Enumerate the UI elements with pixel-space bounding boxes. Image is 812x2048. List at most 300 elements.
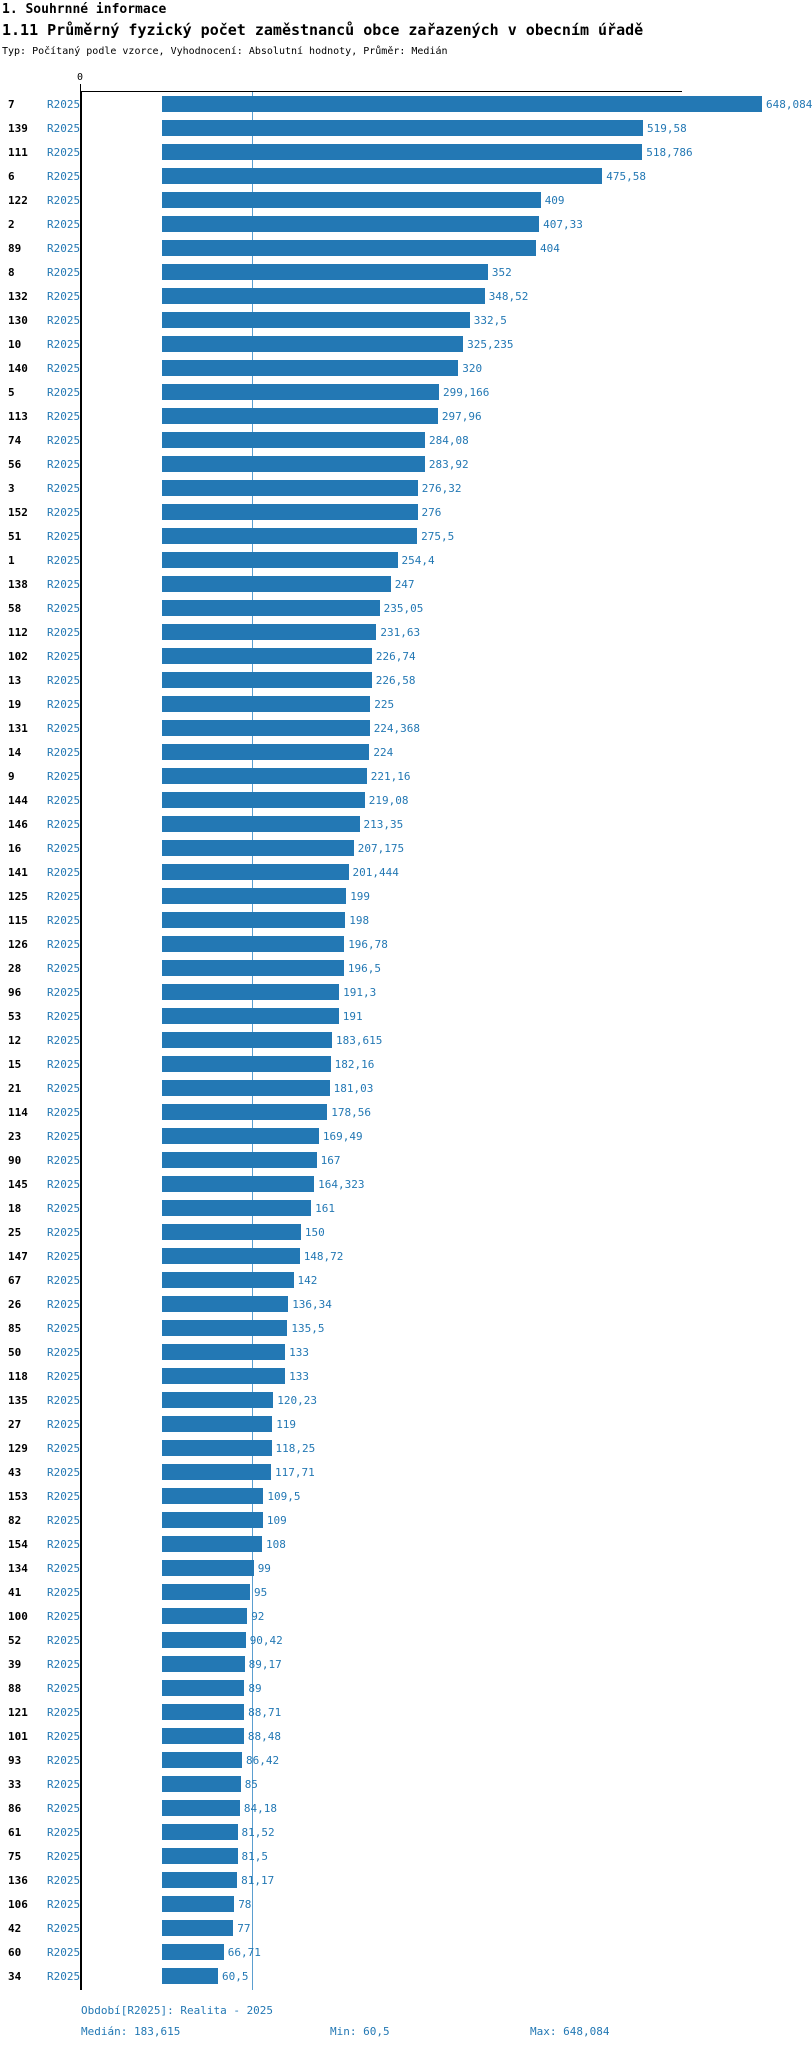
bar <box>162 888 346 904</box>
bar <box>162 1752 242 1768</box>
section-title: 1. Souhrnné informace <box>2 2 167 17</box>
series-label: R2025 <box>47 553 81 567</box>
bar-row <box>0 1604 750 1628</box>
bar-zone <box>80 1268 750 1292</box>
bar-value-label: 182,16 <box>334 1057 375 1071</box>
series-label: R2025 <box>47 1273 81 1287</box>
series-label: R2025 <box>47 265 81 279</box>
row-id-label: 154 <box>8 1537 28 1551</box>
series-label: R2025 <box>47 1441 81 1455</box>
row-id-label: 144 <box>8 793 28 807</box>
series-label: R2025 <box>47 769 81 783</box>
bar <box>162 312 470 328</box>
series-label: R2025 <box>47 865 81 879</box>
bar <box>162 1152 317 1168</box>
bar-row <box>0 1124 750 1148</box>
bar-row <box>0 1412 750 1436</box>
bar-zone <box>80 1556 750 1580</box>
series-label: R2025 <box>47 889 81 903</box>
bar <box>162 1248 300 1264</box>
series-label: R2025 <box>47 1369 81 1383</box>
bar-value-label: 213,35 <box>363 817 404 831</box>
row-id-label: 27 <box>8 1417 22 1431</box>
bar-zone <box>80 116 750 140</box>
row-id-label: 16 <box>8 841 22 855</box>
row-id-label: 115 <box>8 913 28 927</box>
bar-zone <box>80 956 750 980</box>
bar-value-label: 84,18 <box>243 1801 278 1815</box>
bar-zone <box>80 716 750 740</box>
bar-row <box>0 1820 750 1844</box>
bar-zone <box>80 1580 750 1604</box>
row-id-label: 9 <box>8 769 15 783</box>
row-id-label: 60 <box>8 1945 22 1959</box>
row-id-label: 1 <box>8 553 15 567</box>
bar <box>162 1008 339 1024</box>
row-id-label: 93 <box>8 1753 22 1767</box>
bar-chart <box>0 91 812 1990</box>
bar-value-label: 118,25 <box>275 1441 316 1455</box>
bar <box>162 840 354 856</box>
bar <box>162 504 418 520</box>
series-label: R2025 <box>47 745 81 759</box>
bar <box>162 1536 262 1552</box>
series-label: R2025 <box>47 97 81 111</box>
bar-value-label: 407,33 <box>543 217 583 231</box>
series-label: R2025 <box>47 793 81 807</box>
bar-value-label: 348,52 <box>488 289 529 303</box>
bar-zone <box>80 1676 750 1700</box>
bar <box>162 984 339 1000</box>
bar-value-label: 78 <box>238 1897 252 1911</box>
bar-zone <box>80 572 750 596</box>
row-id-label: 26 <box>8 1297 22 1311</box>
bar <box>162 1272 294 1288</box>
bar <box>162 1128 319 1144</box>
bar <box>162 864 349 880</box>
bar-row <box>0 1724 750 1748</box>
row-id-label: 141 <box>8 865 28 879</box>
row-id-label: 82 <box>8 1513 22 1527</box>
series-label: R2025 <box>47 529 81 543</box>
bar-row <box>0 1052 750 1076</box>
row-id-label: 113 <box>8 409 28 423</box>
bar-zone <box>80 524 750 548</box>
row-id-label: 153 <box>8 1489 28 1503</box>
bar-row <box>0 1436 750 1460</box>
bar-value-label: 299,166 <box>443 385 490 399</box>
bar-row <box>0 1316 750 1340</box>
bar-row <box>0 1916 750 1940</box>
bar-zone <box>80 356 750 380</box>
bar <box>162 456 425 472</box>
series-label: R2025 <box>47 1393 81 1407</box>
series-label: R2025 <box>47 1153 81 1167</box>
row-id-label: 121 <box>8 1705 28 1719</box>
row-id-label: 67 <box>8 1273 22 1287</box>
series-label: R2025 <box>47 1753 81 1767</box>
bar <box>162 648 372 664</box>
series-label: R2025 <box>47 169 81 183</box>
series-label: R2025 <box>47 1825 81 1839</box>
bar <box>162 1728 244 1744</box>
bar-value-label: 169,49 <box>322 1129 363 1143</box>
bar-row <box>0 932 750 956</box>
row-id-label: 56 <box>8 457 22 471</box>
row-id-label: 3 <box>8 481 15 495</box>
series-label: R2025 <box>47 721 81 735</box>
row-id-label: 102 <box>8 649 28 663</box>
bar-value-label: 109,5 <box>267 1489 301 1503</box>
series-label: R2025 <box>47 625 81 639</box>
bar-zone <box>80 1388 750 1412</box>
bar-value-label: 198 <box>349 913 370 927</box>
bar <box>162 288 485 304</box>
row-id-label: 100 <box>8 1609 28 1623</box>
bar-zone <box>80 668 750 692</box>
row-id-label: 136 <box>8 1873 28 1887</box>
bar-row <box>0 1460 750 1484</box>
series-label: R2025 <box>47 1897 81 1911</box>
bar-zone <box>80 1508 750 1532</box>
bar-row <box>0 452 750 476</box>
row-id-label: 14 <box>8 745 22 759</box>
series-label: R2025 <box>47 145 81 159</box>
bar-value-label: 409 <box>544 193 565 207</box>
bar-row <box>0 1364 750 1388</box>
bar-row <box>0 740 750 764</box>
row-id-label: 106 <box>8 1897 28 1911</box>
row-id-label: 58 <box>8 601 22 615</box>
bar-value-label: 109 <box>266 1513 287 1527</box>
bar <box>162 120 643 136</box>
bar <box>162 480 418 496</box>
bar <box>162 1608 247 1624</box>
row-id-label: 138 <box>8 577 28 591</box>
row-id-label: 147 <box>8 1249 28 1263</box>
bar-row <box>0 1556 750 1580</box>
bar-rows <box>0 92 812 1988</box>
bar <box>162 1704 244 1720</box>
bar-row <box>0 1244 750 1268</box>
bar-row <box>0 164 750 188</box>
bar-zone <box>80 1028 750 1052</box>
row-id-label: 101 <box>8 1729 28 1743</box>
row-id-label: 5 <box>8 385 15 399</box>
bar-zone <box>80 620 750 644</box>
bar-zone <box>80 1004 750 1028</box>
bar <box>162 1632 246 1648</box>
bar-value-label: 86,42 <box>246 1753 280 1767</box>
bar <box>162 408 438 424</box>
bar-row <box>0 332 750 356</box>
bar-value-label: 99 <box>257 1561 271 1575</box>
bar <box>162 816 360 832</box>
bar-value-label: 276 <box>421 505 442 519</box>
bar-row <box>0 620 750 644</box>
row-id-label: 126 <box>8 937 28 951</box>
row-id-label: 145 <box>8 1177 28 1191</box>
series-label: R2025 <box>47 481 81 495</box>
series-label: R2025 <box>47 1177 81 1191</box>
bar-zone <box>80 1412 750 1436</box>
bar-value-label: 150 <box>304 1225 325 1239</box>
bar-zone <box>80 836 750 860</box>
bar <box>162 1080 330 1096</box>
bar <box>162 1848 238 1864</box>
row-id-label: 2 <box>8 217 15 231</box>
series-label: R2025 <box>47 1513 81 1527</box>
bar-value-label: 519,58 <box>647 121 687 135</box>
bar-row <box>0 1148 750 1172</box>
series-label: R2025 <box>47 1969 81 1983</box>
series-label: R2025 <box>47 1537 81 1551</box>
bar-row <box>0 764 750 788</box>
bar-zone <box>80 908 750 932</box>
bar-row <box>0 1700 750 1724</box>
bar-row <box>0 1388 750 1412</box>
bar-zone <box>80 92 812 116</box>
bar <box>162 1104 327 1120</box>
bar <box>162 384 439 400</box>
bar <box>162 1560 254 1576</box>
bar-row <box>0 884 750 908</box>
bar-row <box>0 1100 750 1124</box>
bar-zone <box>80 596 750 620</box>
bar <box>162 600 380 616</box>
bar <box>162 1464 271 1480</box>
bar <box>162 1200 311 1216</box>
bar-row <box>0 380 750 404</box>
bar-row <box>0 1868 750 1892</box>
bar-row <box>0 1748 750 1772</box>
row-id-label: 130 <box>8 313 28 327</box>
bar <box>162 1824 238 1840</box>
series-label: R2025 <box>47 289 81 303</box>
footer-median: Medián: 183,615 <box>81 2025 181 2038</box>
series-label: R2025 <box>47 937 81 951</box>
y-axis-line <box>80 91 82 1990</box>
bar <box>162 744 369 760</box>
row-id-label: 39 <box>8 1657 22 1671</box>
bar-zone <box>80 1868 750 1892</box>
bar-value-label: 142 <box>297 1273 318 1287</box>
bar <box>162 672 372 688</box>
series-label: R2025 <box>47 1561 81 1575</box>
bar-value-label: 191,3 <box>343 985 377 999</box>
bar-row <box>0 476 750 500</box>
series-label: R2025 <box>47 1009 81 1023</box>
row-id-label: 111 <box>8 145 28 159</box>
bar <box>162 1920 233 1936</box>
bar <box>162 168 602 184</box>
bar <box>162 1776 241 1792</box>
bar-value-label: 196,78 <box>348 937 388 951</box>
bar-value-label: 283,92 <box>428 457 469 471</box>
bar-value-label: 231,63 <box>380 625 421 639</box>
bar-zone <box>80 1604 750 1628</box>
row-id-label: 13 <box>8 673 22 687</box>
bar-zone <box>80 1532 750 1556</box>
bar-value-label: 95 <box>254 1585 268 1599</box>
series-label: R2025 <box>47 1249 81 1263</box>
bar <box>162 1224 301 1240</box>
series-label: R2025 <box>47 1057 81 1071</box>
row-id-label: 134 <box>8 1561 28 1575</box>
report-subtitle: Typ: Počítaný podle vzorce, Vyhodnocení: Absolutní hodnoty, Průměr: Medián <box>2 46 448 57</box>
bar-row <box>0 284 750 308</box>
bar-row <box>0 500 750 524</box>
bar <box>162 1488 263 1504</box>
series-label: R2025 <box>47 1801 81 1815</box>
bar-value-label: 475,58 <box>606 169 647 183</box>
bar-value-label: 88,48 <box>247 1729 282 1743</box>
bar-value-label: 81,17 <box>241 1873 275 1887</box>
bar-row <box>0 1484 750 1508</box>
series-label: R2025 <box>47 913 81 927</box>
row-id-label: 88 <box>8 1681 22 1695</box>
bar-zone <box>80 548 750 572</box>
series-label: R2025 <box>47 1849 81 1863</box>
bar-row <box>0 596 750 620</box>
row-id-label: 50 <box>8 1345 22 1359</box>
row-id-label: 15 <box>8 1057 22 1071</box>
series-label: R2025 <box>47 1081 81 1095</box>
bar-zone <box>80 308 750 332</box>
bar-value-label: 148,72 <box>303 1249 344 1263</box>
bar-row <box>0 668 750 692</box>
bar-zone <box>80 1460 750 1484</box>
x-axis-zero-tick-mark <box>80 84 81 91</box>
bar-row <box>0 1844 750 1868</box>
series-label: R2025 <box>47 337 81 351</box>
bar-row <box>0 1172 750 1196</box>
row-id-label: 6 <box>8 169 15 183</box>
bar-zone <box>80 140 750 164</box>
bar-value-label: 276,32 <box>421 481 462 495</box>
row-id-label: 112 <box>8 625 28 639</box>
series-label: R2025 <box>47 577 81 591</box>
bar-zone <box>80 332 750 356</box>
row-id-label: 51 <box>8 529 22 543</box>
series-label: R2025 <box>47 1873 81 1887</box>
bar-row <box>0 1004 750 1028</box>
bar <box>162 1032 332 1048</box>
bar-value-label: 135,5 <box>291 1321 325 1335</box>
series-label: R2025 <box>47 313 81 327</box>
series-label: R2025 <box>47 121 81 135</box>
row-id-label: 41 <box>8 1585 22 1599</box>
series-label: R2025 <box>47 1609 81 1623</box>
bar-zone <box>80 1652 750 1676</box>
bar-value-label: 81,52 <box>241 1825 275 1839</box>
bar-zone <box>80 1220 750 1244</box>
bar-row <box>0 1796 750 1820</box>
series-label: R2025 <box>47 1225 81 1239</box>
bar-zone <box>80 188 750 212</box>
bar-zone <box>80 788 750 812</box>
bar-row <box>0 644 750 668</box>
bar-value-label: 77 <box>237 1921 251 1935</box>
bar-zone <box>80 1148 750 1172</box>
bar-row <box>0 1964 750 1988</box>
bar-zone <box>80 164 750 188</box>
row-id-label: 140 <box>8 361 28 375</box>
bar-zone <box>80 428 750 452</box>
bar-zone <box>80 1076 750 1100</box>
bar-value-label: 90,42 <box>249 1633 283 1647</box>
series-label: R2025 <box>47 649 81 663</box>
bar <box>162 1056 331 1072</box>
bar-row <box>0 1580 750 1604</box>
row-id-label: 8 <box>8 265 15 279</box>
series-label: R2025 <box>47 505 81 519</box>
series-label: R2025 <box>47 409 81 423</box>
bar-zone <box>80 1052 750 1076</box>
bar-zone <box>80 1172 750 1196</box>
bar-value-label: 352 <box>491 265 512 279</box>
bar-zone <box>80 884 750 908</box>
bar <box>162 336 463 352</box>
bar <box>162 1368 285 1384</box>
bar-row <box>0 356 750 380</box>
bar-row <box>0 1892 750 1916</box>
bar-row <box>0 1076 750 1100</box>
row-id-label: 61 <box>8 1825 22 1839</box>
bar <box>162 624 376 640</box>
bar-value-label: 81,5 <box>241 1849 268 1863</box>
row-id-label: 152 <box>8 505 28 519</box>
bar-value-label: 178,56 <box>331 1105 372 1119</box>
footer-period: Období[R2025]: Realita - 2025 <box>81 2004 274 2017</box>
bar-value-label: 207,175 <box>357 841 405 855</box>
row-id-label: 75 <box>8 1849 22 1863</box>
bar-value-label: 108 <box>266 1537 286 1551</box>
bar-value-label: 219,08 <box>368 793 409 807</box>
bar <box>162 264 488 280</box>
bar-row <box>0 1676 750 1700</box>
bar-row <box>0 404 750 428</box>
bar-row <box>0 716 750 740</box>
row-id-label: 129 <box>8 1441 28 1455</box>
row-id-label: 132 <box>8 289 28 303</box>
row-id-label: 12 <box>8 1033 22 1047</box>
bar <box>162 96 762 112</box>
bar <box>162 144 642 160</box>
bar <box>162 1344 285 1360</box>
row-id-label: 28 <box>8 961 22 975</box>
series-label: R2025 <box>47 193 81 207</box>
series-label: R2025 <box>47 1657 81 1671</box>
bar <box>162 192 541 208</box>
bar-value-label: 284,08 <box>429 433 469 447</box>
footer-max: Max: 648,084 <box>530 2025 610 2038</box>
series-label: R2025 <box>47 985 81 999</box>
bar-zone <box>80 1244 750 1268</box>
series-label: R2025 <box>47 697 81 711</box>
row-id-label: 125 <box>8 889 28 903</box>
series-label: R2025 <box>47 433 81 447</box>
bar <box>162 360 458 376</box>
bar-value-label: 60,5 <box>222 1969 249 1983</box>
bar-value-label: 332,5 <box>473 313 507 327</box>
series-label: R2025 <box>47 1321 81 1335</box>
series-label: R2025 <box>47 1705 81 1719</box>
bar <box>162 768 367 784</box>
row-id-label: 52 <box>8 1633 22 1647</box>
bar-row <box>0 140 750 164</box>
bar <box>162 720 370 736</box>
